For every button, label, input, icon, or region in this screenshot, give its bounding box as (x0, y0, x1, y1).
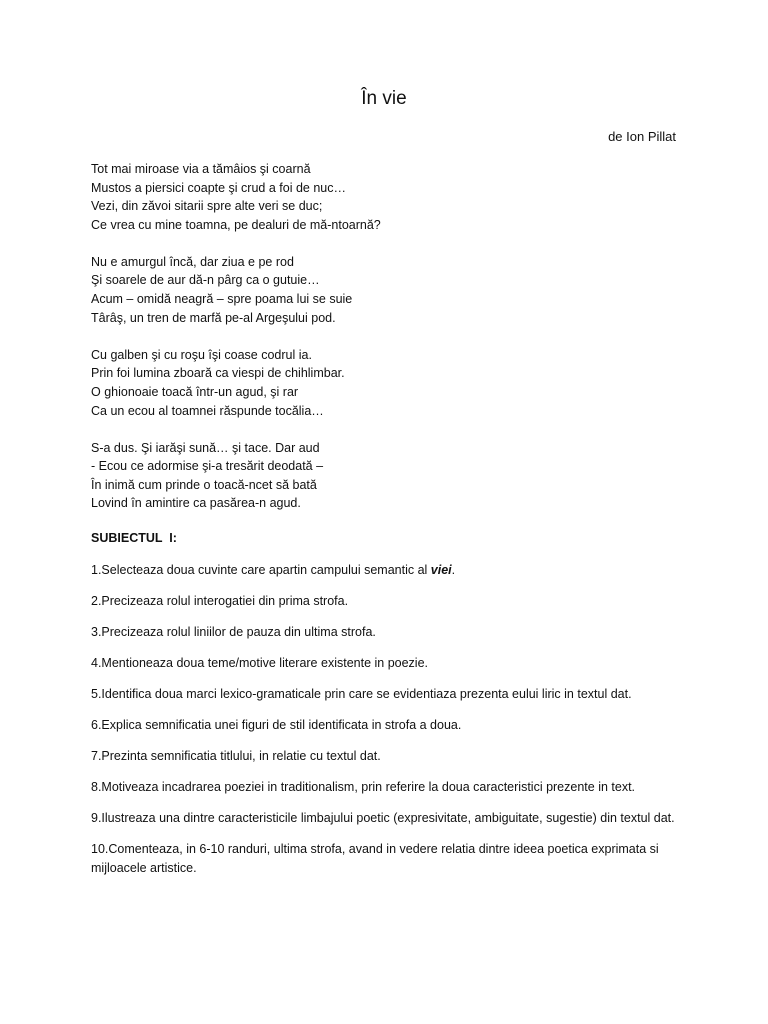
stanza-2 (91, 253, 691, 327)
stanza-1 (91, 160, 691, 234)
question-1 (91, 561, 691, 580)
question-1-emphasis: viei (430, 563, 452, 577)
question-4: 4.Mentioneaza doua teme/motive literare existente in poezie. (91, 656, 428, 670)
verse-line: - Ecou ce adormise şi-a tresărit deodată – (91, 459, 324, 474)
verse-line: Ce vrea cu mine toamna, pe dealuri de mă-ntoarnă? (91, 217, 381, 232)
question-1-text: 1.Selecteaza doua cuvinte care apartin campului semantic al (91, 563, 431, 577)
subject-heading: SUBIECTUL I: (91, 531, 177, 545)
verse-line: Tot mai miroase via a tămâios şi coarnă (91, 162, 311, 176)
question-10: 10.Comenteaza, in 6-10 randuri, ultima strofa, avand in vedere relatia dintre ideea poetica exprimata si mijloacele artistice. (91, 842, 659, 875)
verse-line: Ca un ecou al toamnei răspunde tocălia… (91, 403, 324, 418)
question-7: 7.Prezinta semnificatia titlului, in relatie cu textul dat. (91, 749, 381, 763)
question-1-end: . (451, 563, 456, 577)
stanza-3 (91, 346, 691, 420)
verse-line: În inimă cum prinde o toacă-ncet să bată (91, 477, 317, 492)
question-9: 9.Ilustreaza una dintre caracteristicile limbajului poetic (expresivitate, ambiguitate, sugestie) din textul dat. (91, 811, 675, 825)
question-3: 3.Precizeaza rolul liniilor de pauza din ultima strofa. (91, 625, 376, 639)
questions-section (91, 529, 691, 890)
poem-author: de Ion Pillat (608, 129, 676, 144)
stanza-4 (91, 439, 691, 513)
verse-line: Cu galben şi cu roşu îşi coase codrul ia. (91, 347, 312, 362)
question-8: 8.Motiveaza incadrarea poeziei in traditionalism, prin referire la doua caracteristici prezente in text. (91, 780, 636, 794)
verse-line: Şi soarele de aur dă-n pârg ca o gutuie… (91, 273, 320, 288)
verse-line: Mustos a piersici coapte şi crud a foi de nuc… (91, 180, 346, 195)
verse-line: Lovind în amintire ca pasărea-n agud. (91, 496, 301, 511)
poem-body (91, 160, 691, 532)
verse-line: Vezi, din zăvoi sitarii spre alte veri se duc; (91, 199, 323, 214)
poem-title: În vie (361, 88, 407, 109)
question-2: 2.Precizeaza rolul interogatiei din prima strofa. (91, 594, 349, 608)
verse-line: Acum – omidă neagră – spre poama lui se suie (91, 292, 353, 307)
verse-line: O ghionoaie toacă într-un agud, şi rar (91, 384, 299, 399)
verse-line: Târâş, un tren de marfă pe-al Argeşului pod. (91, 310, 336, 325)
verse-line: S-a dus. Şi iarăşi sună… şi tace. Dar aud (91, 440, 320, 455)
question-5: 5.Identifica doua marci lexico-gramaticale prin care se evidentiaza prezenta eului liric in textul dat. (91, 687, 632, 701)
question-6: 6.Explica semnificatia unei figuri de stil identificata in strofa a doua. (91, 718, 462, 732)
verse-line: Nu e amurgul încă, dar ziua e pe rod (91, 254, 294, 269)
verse-line: Prin foi lumina zboară ca viespi de chihlimbar. (91, 366, 345, 381)
